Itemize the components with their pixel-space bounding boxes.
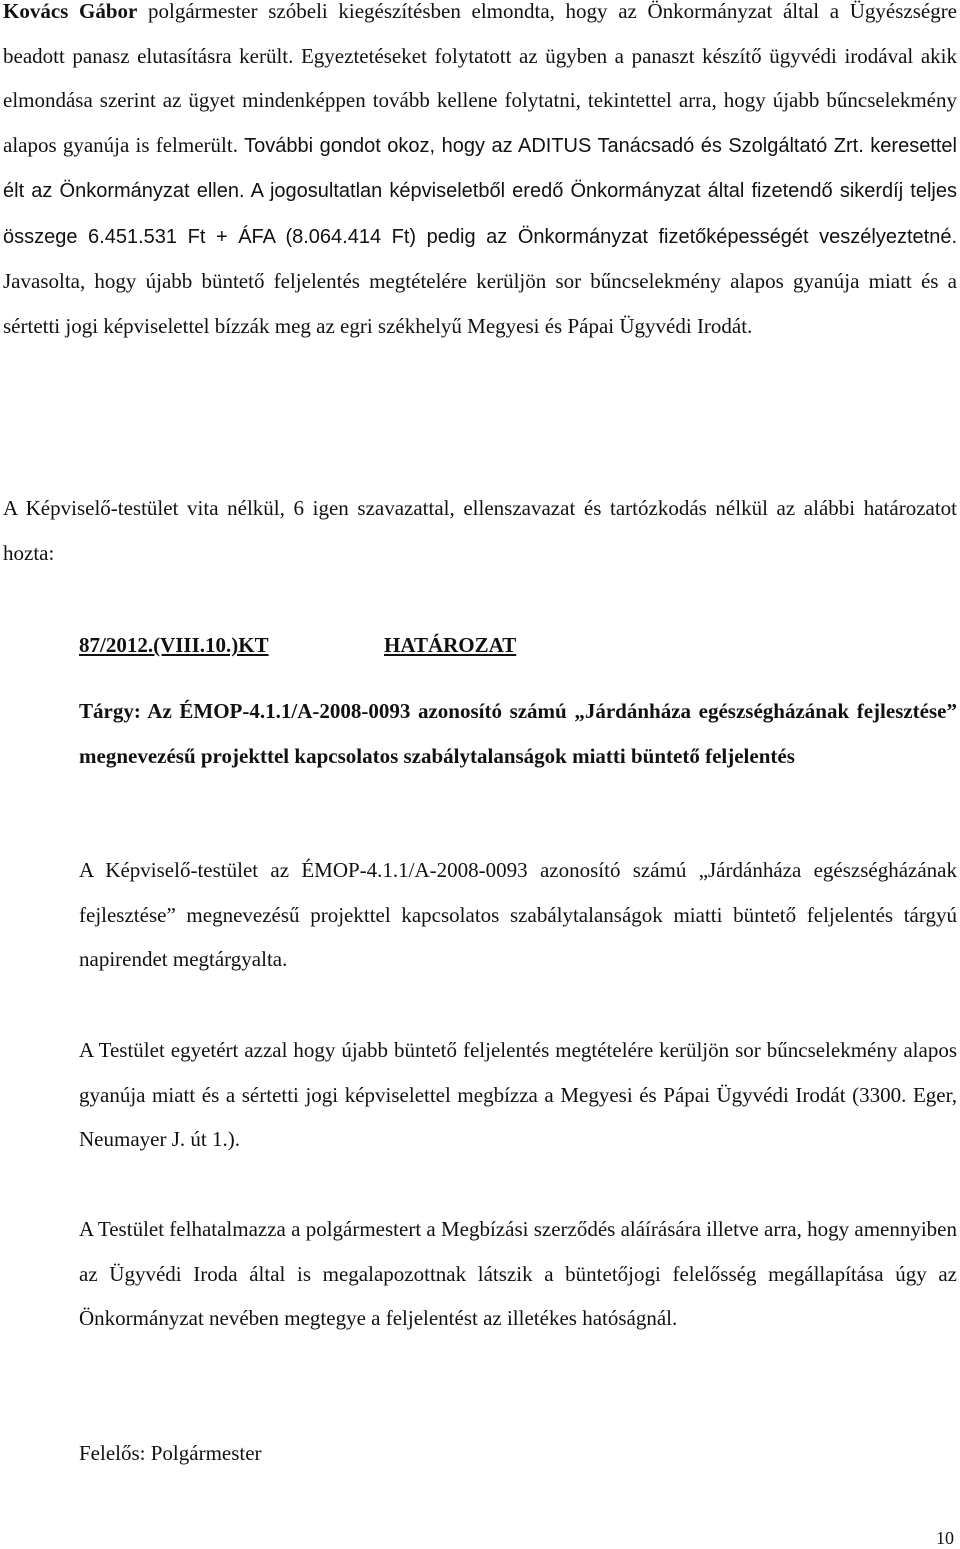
resolution-subject: Tárgy: Az ÉMOP-4.1.1/A-2008-0093 azonosító számú „Járdánháza egészségházának fejlesztése” megnevezésű projekttel kapcsolatos szabálytalanságok miatti büntető feljelentés — [79, 699, 957, 768]
concern-text-serif: Javasolta, hogy újabb büntető feljelentés megtételére kerüljön sor bűncselekmény alapos gyanúja miatt és a sértetti jogi képviselettel bízzák meg az egri székhelyű Megyesi és Pápai Ügyvédi Irodát. — [3, 269, 957, 338]
page-number: 10 — [936, 1528, 954, 1548]
resolution-header — [79, 626, 579, 664]
resolution-number: 87/2012.(VIII.10.)KT — [79, 633, 269, 657]
responsible-line: Felelős: Polgármester — [79, 1441, 262, 1465]
vote-paragraph: A Képviselő-testület vita nélkül, 6 igen szavazattal, ellenszavazat és tartózkodás nélkül az alábbi határozatot hozta: — [3, 496, 957, 565]
body-paragraph-1: A Képviselő-testület az ÉMOP-4.1.1/A-2008-0093 azonosító számú „Járdánháza egészségházának fejlesztése” megnevezésű projekttel kapcsolatos szabálytalanságok miatti büntető feljelentés tárgyú napirendet megtárgyalta. — [79, 858, 957, 971]
concern-text-sans: További gondot okoz, hogy az ADITUS Tanácsadó és Szolgáltató Zrt. keresettel élt az Önkormányzat ellen. A jogosultatlan képviseletből eredő Önkormányzat által fizetendő sikerdíj teljes összege 6.451.531 Ft + ÁFA (8.064.414 Ft) pedig az Önkormányzat fizetőképességét veszélyeztetné. — [3, 134, 958, 248]
intro-text: polgármester szóbeli kiegészítésben elmondta, hogy az Önkormányzat által a Ügyészségre beadott panasz elutasításra került. Egyeztetéseket folytatott az ügyben a panaszt készítő ügyvédi irodával akik elmondása szerint az ügyet mindenképpen tovább kellene folytatni, tekintettel arra, hogy újabb bűncselekmény alapos gyanúja is felmerült. — [3, 0, 958, 157]
speaker-name: Kovács Gábor — [3, 0, 138, 23]
body-paragraph-2: A Testület egyetért azzal hogy újabb büntető feljelentés megtételére kerüljön sor bűncselekmény alapos gyanúja miatt és a sértetti jogi képviselettel megbízza a Megyesi és Pápai Ügyvédi Irodát (3300. Eger, Neumayer J. út 1.). — [79, 1038, 957, 1151]
body-paragraph-3: A Testület felhatalmazza a polgármestert a Megbízási szerződés aláírására illetve arra, hogy amennyiben az Ügyvédi Iroda által is megalapozottnak látszik a büntetőjogi felelősség megállapítása úgy az Önkormányzat nevében megtegye a feljelentést az illetékes hatóságnál. — [79, 1217, 958, 1330]
intro-paragraph — [3, 0, 957, 348]
resolution-title: HATÁROZAT — [384, 633, 517, 657]
